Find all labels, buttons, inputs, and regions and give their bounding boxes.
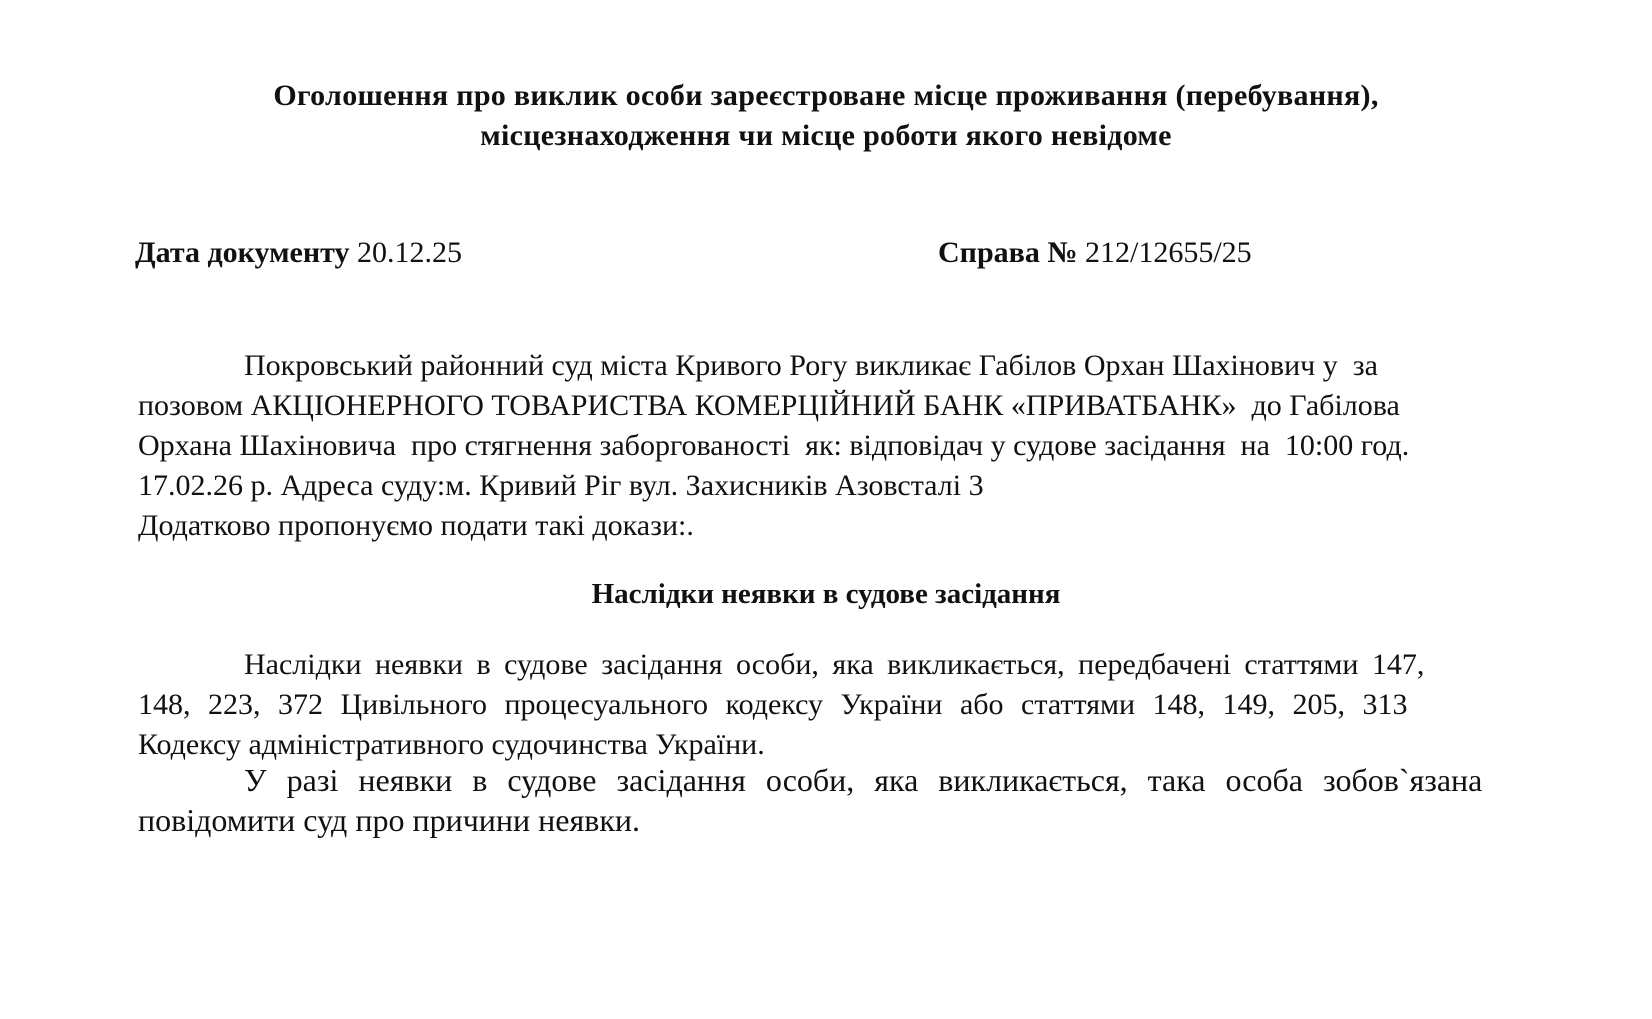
consequences-paragraph-2 [138,760,1558,840]
consequences-p2-line-2: повідомити суд про причини неявки. [138,802,640,838]
case-number-value: 212/12655/25 [1084,236,1252,269]
consequences-heading: Наслідки неявки в судове засідання [591,578,1061,610]
document-date-value: 20.12.25 [356,236,462,269]
consequences-p1-line-2: 148, 223, 372 Цивільного процесуального кодексу України або статтями 148, 149, 205, 313 [138,688,1408,721]
summons-line-3: Орхана Шахіновича про стягнення заборгованості як: відповідач у судове засідання на 10:00 год. [138,429,1410,462]
summons-line-4: 17.02.26 р. Адреса суду:м. Кривий Ріг вул. Захисників Азовсталі 3 [138,469,984,502]
summons-paragraph [138,346,1558,546]
document-date-label: Дата документу [135,236,350,269]
summons-line-2: позовом АКЦІОНЕРНОГО ТОВАРИСТВА КОМЕРЦІЙНИЙ БАНК «ПРИВАТБАНК» до Габілова [138,389,1400,422]
consequences-paragraph-1 [138,645,1558,765]
summons-line-1-text: Покровський районний суд міста Кривого Рогу викликає Габілов Орхан Шахінович у за [244,349,1378,382]
document-title-line-1: Оголошення про виклик особи зареєстроване місце проживання (перебування), [273,79,1379,112]
document-date [135,233,462,273]
case-number [938,233,1252,273]
summons-line-5: Додатково пропонуємо подати такі докази:. [138,509,694,542]
summons-line-1 [138,346,1558,386]
consequences-p1-line-1: Наслідки неявки в судове засідання особи, яка викликається, передбачені статтями 147, [244,648,1425,681]
case-number-label: Справа № [938,236,1078,269]
consequences-p2-line-1: У разі неявки в судове засідання особи, яка викликається, така особа зобов`язана [244,762,1483,798]
document-title-line-2: місцезнаходження чи місце роботи якого невідоме [480,119,1172,152]
consequences-p1-line-3: Кодексу адміністративного судочинства України. [138,728,765,761]
